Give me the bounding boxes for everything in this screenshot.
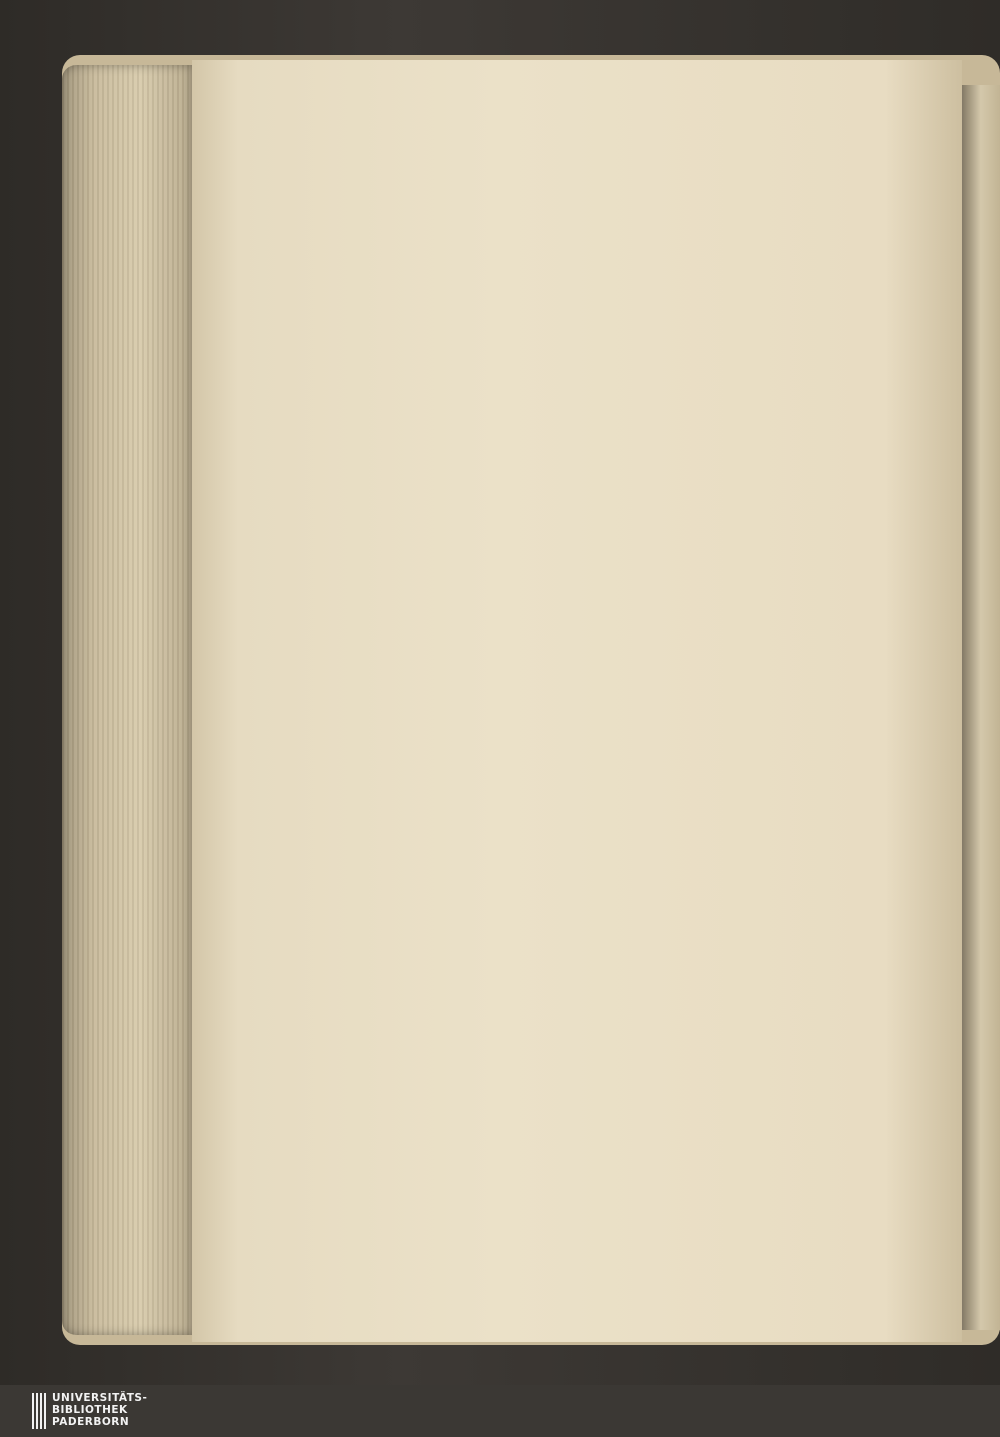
library-name-line: BIBLIOTHEK [52,1404,128,1416]
facing-page-edge [957,85,1000,1330]
open-book [62,55,1000,1345]
library-name-line: PADERBORN [52,1416,130,1428]
book-page [192,60,962,1342]
library-name-line: UNIVERSITÄTS- [52,1392,148,1404]
library-name [52,1392,147,1428]
library-logo-icon [32,1393,46,1429]
library-footer [0,1385,1000,1437]
page-stack-edge [62,65,192,1335]
